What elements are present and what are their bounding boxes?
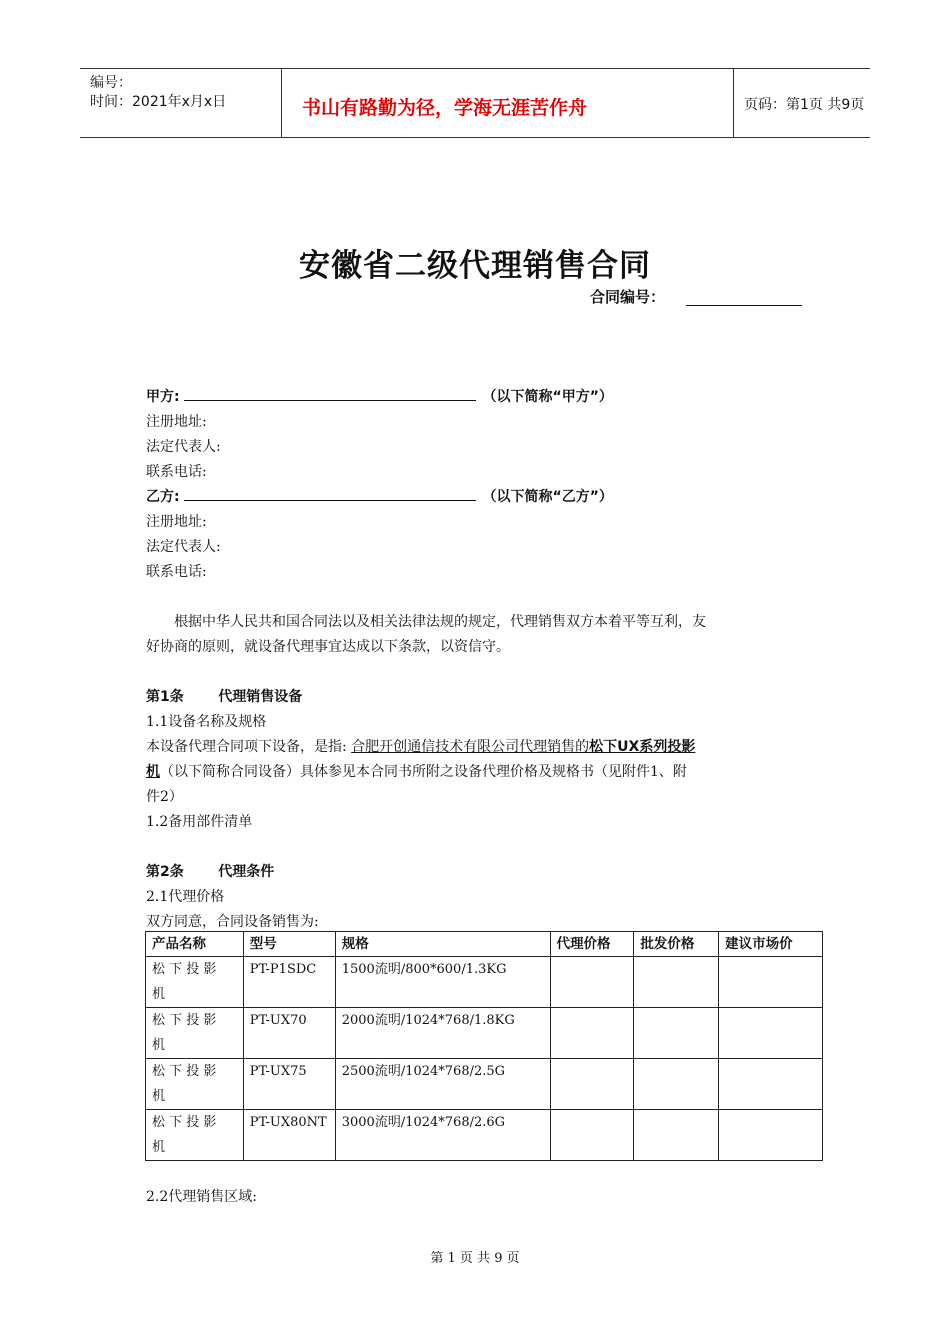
market-price-cell[interactable] bbox=[719, 957, 823, 1008]
col-header-wholesale-price: 批发价格 bbox=[634, 932, 719, 957]
col-header-market-price: 建议市场价 bbox=[719, 932, 823, 957]
wholesale-price-cell[interactable] bbox=[634, 957, 719, 1008]
section-1-2: 1.2备用部件清单 bbox=[146, 814, 253, 830]
party-b-phone: 联系电话: bbox=[146, 564, 207, 580]
article-1-product: 松下UX系列投影 bbox=[589, 739, 696, 755]
model-cell: PT-UX80NT bbox=[243, 1110, 335, 1161]
product-name-cell bbox=[146, 1110, 244, 1161]
party-a-name-field[interactable] bbox=[184, 386, 476, 401]
col-header-agent-price: 代理价格 bbox=[550, 932, 634, 957]
section-2-1: 2.1代理价格 bbox=[146, 889, 225, 905]
contract-number-field[interactable] bbox=[686, 305, 802, 306]
party-b-line bbox=[146, 486, 613, 506]
page-footer: 第 1 页 共 9 页 bbox=[430, 1251, 520, 1266]
table-header-row bbox=[146, 932, 823, 957]
header-meta-cell bbox=[80, 69, 282, 137]
article-1-number: 第1条 bbox=[146, 689, 184, 705]
table-row bbox=[146, 1059, 823, 1110]
section-1-1: 1.1设备名称及规格 bbox=[146, 714, 267, 730]
time-label: 时间：2021年x月x日 bbox=[90, 94, 227, 110]
wholesale-price-cell[interactable] bbox=[634, 1059, 719, 1110]
contract-number-label: 合同编号： bbox=[590, 288, 666, 306]
article-1-body-line-2 bbox=[146, 761, 687, 781]
col-header-product: 产品名称 bbox=[146, 932, 244, 957]
col-header-spec: 规格 bbox=[335, 932, 550, 957]
market-price-cell[interactable] bbox=[719, 1059, 823, 1110]
section-2-2: 2.2代理销售区域: bbox=[146, 1189, 257, 1205]
product-name-line-1: 松 下 投 影 bbox=[152, 1064, 217, 1079]
product-name-line-2: 机 bbox=[152, 987, 166, 1002]
table-row bbox=[146, 1110, 823, 1161]
spec-cell: 3000流明/1024*768/2.6G bbox=[335, 1110, 550, 1161]
party-a-address: 注册地址: bbox=[146, 414, 207, 430]
party-a-suffix: （以下简称“甲方”） bbox=[482, 389, 613, 405]
table-row bbox=[146, 1008, 823, 1059]
product-name-cell bbox=[146, 1059, 244, 1110]
agent-price-cell[interactable] bbox=[550, 1110, 634, 1161]
spec-cell: 2500流明/1024*768/2.5G bbox=[335, 1059, 550, 1110]
product-name-line-1: 松 下 投 影 bbox=[152, 1013, 217, 1028]
article-1-heading bbox=[146, 686, 302, 706]
article-1-body-prefix: 本设备代理合同项下设备，是指: bbox=[146, 739, 347, 755]
page-number-label: 页码：第1页 共9页 bbox=[744, 97, 865, 113]
party-b-suffix: （以下简称“乙方”） bbox=[482, 489, 613, 505]
party-a-phone: 联系电话: bbox=[146, 464, 207, 480]
model-cell: PT-UX75 bbox=[243, 1059, 335, 1110]
party-b-address: 注册地址: bbox=[146, 514, 207, 530]
article-1-body-line-3: 件2） bbox=[146, 789, 183, 805]
party-b-label: 乙方: bbox=[146, 489, 180, 505]
article-1-company: 合肥开创通信技术有限公司代理销售的 bbox=[351, 739, 590, 755]
agreement-text: 双方同意，合同设备销售为: bbox=[146, 914, 319, 930]
article-2-heading bbox=[146, 861, 274, 881]
product-name-line-2: 机 bbox=[152, 1140, 166, 1155]
model-cell: PT-P1SDC bbox=[243, 957, 335, 1008]
page-header bbox=[80, 68, 870, 138]
agent-price-cell[interactable] bbox=[550, 1059, 634, 1110]
agent-price-cell[interactable] bbox=[550, 1008, 634, 1059]
wholesale-price-cell[interactable] bbox=[634, 1008, 719, 1059]
product-name-line-2: 机 bbox=[152, 1038, 166, 1053]
col-header-model: 型号 bbox=[243, 932, 335, 957]
motto-text: 书山有路勤为径，学海无涯苦作舟 bbox=[302, 97, 588, 119]
article-2-number: 第2条 bbox=[146, 864, 184, 880]
article-1-title: 代理销售设备 bbox=[218, 689, 303, 705]
article-1-product-end: 机 bbox=[146, 764, 160, 780]
header-motto-cell bbox=[282, 69, 734, 137]
product-name-line-1: 松 下 投 影 bbox=[152, 962, 217, 977]
party-a-line bbox=[146, 386, 613, 406]
serial-label: 编号： bbox=[90, 75, 132, 91]
market-price-cell[interactable] bbox=[719, 1008, 823, 1059]
agent-price-cell[interactable] bbox=[550, 957, 634, 1008]
document-title: 安徽省二级代理销售合同 bbox=[299, 248, 651, 284]
party-b-legal-rep: 法定代表人: bbox=[146, 539, 221, 555]
product-name-line-1: 松 下 投 影 bbox=[152, 1115, 217, 1130]
article-1-body-rest: （以下简称合同设备）具体参见本合同书所附之设备代理价格及规格书（见附件1、附 bbox=[160, 764, 687, 780]
spec-cell: 1500流明/800*600/1.3KG bbox=[335, 957, 550, 1008]
market-price-cell[interactable] bbox=[719, 1110, 823, 1161]
table-row bbox=[146, 957, 823, 1008]
intro-line-2: 好协商的原则，就设备代理事宜达成以下条款，以资信守。 bbox=[146, 639, 510, 655]
intro-line-1: 根据中华人民共和国合同法以及相关法律法规的规定，代理销售双方本着平等互利，友 bbox=[174, 614, 706, 630]
product-name-line-2: 机 bbox=[152, 1089, 166, 1104]
price-table bbox=[145, 931, 823, 1161]
wholesale-price-cell[interactable] bbox=[634, 1110, 719, 1161]
party-b-name-field[interactable] bbox=[184, 486, 476, 501]
spec-cell: 2000流明/1024*768/1.8KG bbox=[335, 1008, 550, 1059]
model-cell: PT-UX70 bbox=[243, 1008, 335, 1059]
article-2-title: 代理条件 bbox=[218, 864, 275, 880]
product-name-cell bbox=[146, 957, 244, 1008]
party-a-label: 甲方: bbox=[146, 389, 180, 405]
product-name-cell bbox=[146, 1008, 244, 1059]
article-1-body-line-1 bbox=[146, 736, 695, 756]
party-a-legal-rep: 法定代表人: bbox=[146, 439, 221, 455]
